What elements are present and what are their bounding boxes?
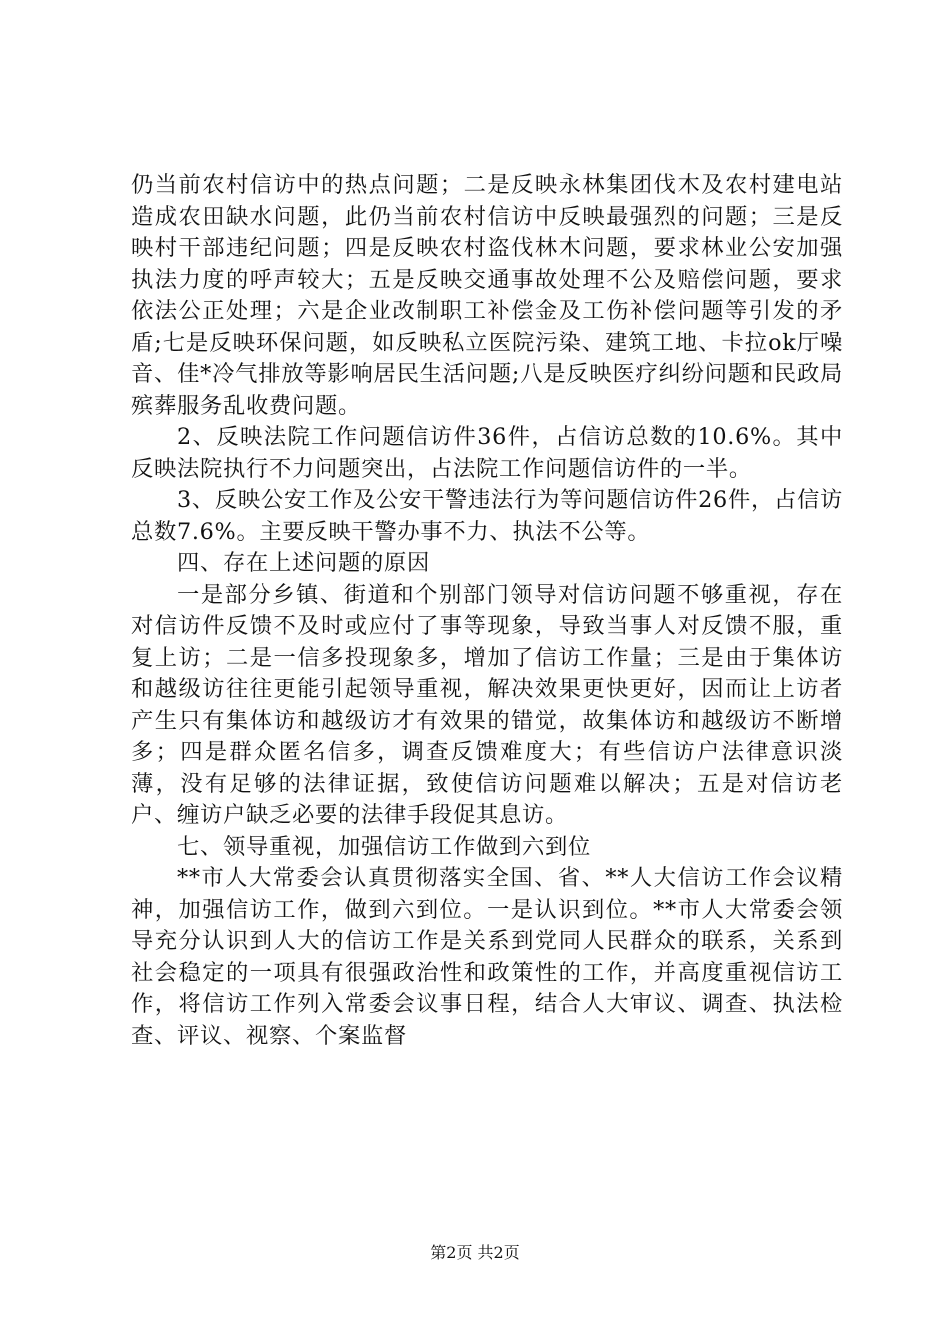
document-body: [131, 170, 843, 1052]
paragraph-continuation: 仍当前农村信访中的热点问题；二是反映永林集团伐木及农村建电站造成农田缺水问题，此仍当前农村信访中反映最强烈的问题；三是反映村干部违纪问题；四是反映农村盗伐林木问题，要求林业公安加强执法力度的呼声较大；五是反映交通事故处理不公及赔偿问题，要求依法公正处理；六是企业改制职工补偿金及工伤补偿问题等引发的矛盾;七是反映环保问题，如反映私立医院污染、建筑工地、卡拉ok厅噪音、佳*冷气排放等影响居民生活问题;八是反映医疗纠纷问题和民政局殡葬服务乱收费问题。: [131, 172, 843, 419]
section-heading-causes: 四、存在上述问题的原因: [177, 550, 430, 576]
paragraph-leadership: **市人大常委会认真贯彻落实全国、省、**人大信访工作会议精神，加强信访工作，做到六到位。一是认识到位。**市人大常委会领导充分认识到人大的信访工作是关系到党同人民群众的联系，关系到社会稳定的一项具有很强政治性和政策性的工作，并高度重视信访工作，将信访工作列入常委会议事日程，结合人大审议、调查、执法检查、评议、视察、个案监督: [131, 865, 843, 1049]
page-number-label: 第2页 共2页: [430, 1243, 520, 1262]
paragraph-court-petitions: 2、反映法院工作问题信访件36件，占信访总数的10.6%。其中反映法院执行不力问题突出，占法院工作问题信访件的一半。: [131, 424, 843, 482]
paragraph-police-petitions: 3、反映公安工作及公安干警违法行为等问题信访件26件，占信访总数7.6%。主要反映干警办事不力、执法不公等。: [131, 487, 843, 545]
section-heading-leadership: 七、领导重视，加强信访工作做到六到位: [177, 833, 591, 860]
page-footer: [0, 1243, 950, 1263]
paragraph-causes: 一是部分乡镇、街道和个别部门领导对信访问题不够重视，存在对信访件反馈不及时或应付了事等现象，导致当事人对反馈不服，重复上访；二是一信多投现象多，增加了信访工作量；三是由于集体访和越级访往往更能引起领导重视，解决效果更快更好，因而让上访者产生只有集体访和越级访才有效果的错觉，故集体访和越级访不断增多；四是群众匿名信多，调查反馈难度大；有些信访户法律意识淡薄，没有足够的法律证据，致使信访问题难以解决；五是对信访老户、缠访户缺乏必要的法律手段促其息访。: [131, 581, 843, 828]
